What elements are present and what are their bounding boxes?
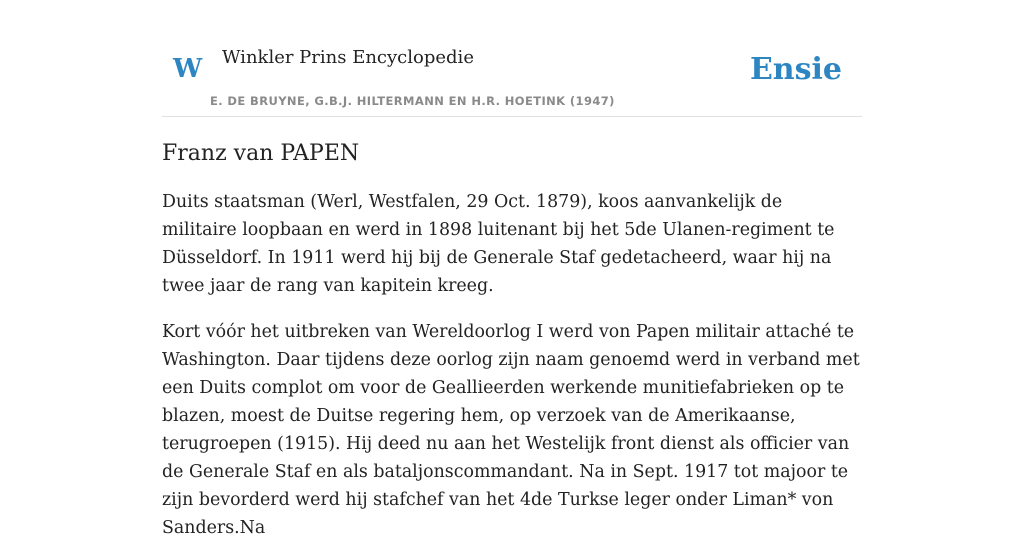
source-authors: E. DE BRUYNE, G.B.J. HILTERMANN EN H.R. HOETINK (1947) — [210, 94, 615, 108]
article-paragraph: Duits staatsman (Werl, Westfalen, 29 Oct. 1879), koos aanvankelijk de militaire loopbaan en werd in 1898 luitenant bij het 5de Ulanen-regiment te Düsseldorf. In 1911 werd hij bij de Generale Staf gedetacheerd, waar hij na twee jaar de rang van kapitein kreeg. — [162, 192, 835, 296]
source-header — [162, 40, 862, 117]
ensie-brand-link[interactable]: Ensie — [749, 52, 842, 87]
encyclopedia-logo-icon[interactable]: W — [173, 54, 203, 84]
article-title: Franz van PAPEN — [162, 141, 360, 166]
article — [162, 138, 862, 542]
source-title-link[interactable]: Winkler Prins Encyclopedie — [222, 47, 474, 68]
article-paragraph: Kort vóór het uitbreken van Wereldoorlog I werd von Papen militair attaché te Washington. Daar tijdens deze oorlog zijn naam genoemd werd in verband met een Duits complot om voor de Geallieerden werkende munitiefabrieken op te blazen, moest de Duitse regering hem, op verzoek van de Amerikaanse, terugroepen (1915). Hij deed nu aan het Westelijk front dienst als officier van de Generale Staf en als bataljonscommandant. Na in Sept. 1917 tot majoor te zijn bevorderd werd hij stafchef van het 4de Turkse leger onder Liman* von Sanders.Na — [162, 322, 860, 538]
